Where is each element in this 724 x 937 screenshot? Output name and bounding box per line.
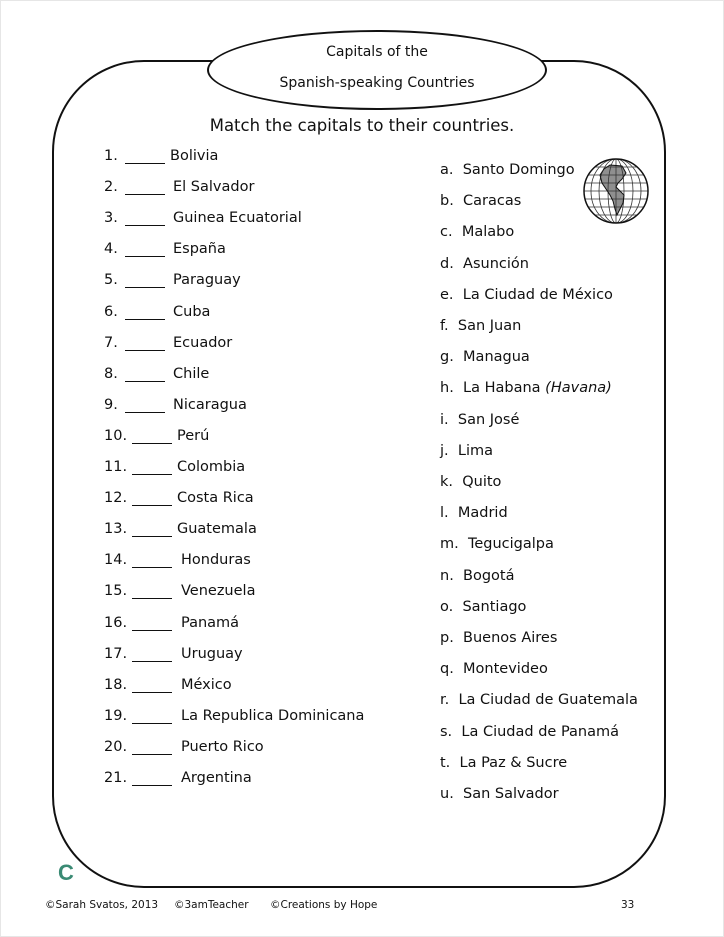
question-number: 11. — [104, 459, 128, 475]
country-name: El Salvador — [173, 179, 255, 196]
option-letter: p. — [440, 630, 454, 646]
capital-option — [440, 287, 613, 303]
question-number: 2. — [104, 179, 118, 196]
country-name: Bolivia — [170, 148, 219, 164]
capital-name: La Habana — [463, 380, 541, 397]
option-letter: g. — [440, 349, 454, 366]
country-name: Nicaragua — [173, 396, 247, 413]
capital-note: (Havana) — [545, 380, 612, 397]
answer-blank[interactable] — [125, 412, 165, 413]
capital-name: Madrid — [457, 505, 508, 522]
capital-option — [440, 786, 559, 802]
capital-name: Bogotá — [463, 567, 515, 584]
answer-blank[interactable] — [132, 692, 172, 693]
country-name: Perú — [177, 427, 210, 444]
capital-option — [440, 193, 521, 209]
answer-blank[interactable] — [125, 319, 165, 320]
instructions: Match the capitals to their countries. — [209, 116, 515, 135]
capital-option — [440, 162, 575, 178]
option-letter: i. — [440, 411, 449, 428]
country-name: Ecuador — [173, 334, 233, 351]
capital-option — [440, 724, 619, 740]
question-number: 10. — [104, 427, 128, 444]
capital-name: San Salvador — [463, 786, 559, 802]
capital-name: La Ciudad de Panamá — [461, 723, 620, 740]
option-letter: m. — [440, 536, 459, 553]
capital-option — [440, 349, 530, 365]
option-letter: o. — [440, 598, 454, 615]
country-name: Puerto Rico — [181, 738, 264, 755]
option-letter: u. — [440, 786, 454, 802]
option-letter: a. — [440, 162, 454, 178]
country-name: Chile — [173, 365, 210, 382]
country-name: Cuba — [173, 303, 211, 320]
page-number: 33 — [621, 899, 635, 911]
question-number: 5. — [104, 272, 118, 289]
capital-name: Santo Domingo — [462, 162, 575, 178]
answer-blank[interactable] — [125, 256, 165, 257]
capital-name: Quito — [462, 474, 502, 490]
capital-name: Buenos Aires — [463, 630, 558, 646]
answer-blank[interactable] — [132, 661, 172, 662]
country-name: Argentina — [181, 770, 252, 786]
option-letter: t. — [440, 754, 451, 771]
globe-icon — [582, 157, 650, 225]
answer-blank[interactable] — [125, 225, 165, 226]
country-name: España — [173, 241, 226, 258]
option-letter: n. — [440, 567, 454, 584]
option-letter: q. — [440, 661, 454, 678]
option-letter: b. — [440, 193, 454, 210]
capital-option — [440, 412, 519, 428]
title-line-2: Spanish-speaking Countries — [279, 75, 475, 91]
footer-copyright-3amteacher: ©3amTeacher — [174, 899, 249, 911]
country-name: La Republica Dominicana — [181, 707, 365, 724]
option-letter: d. — [440, 255, 454, 272]
question-number: 12. — [104, 490, 128, 507]
answer-blank[interactable] — [132, 536, 172, 537]
question-number: 6. — [104, 303, 118, 320]
capital-option — [440, 380, 612, 396]
question-number: 20. — [104, 738, 128, 755]
question-number: 15. — [104, 583, 128, 600]
question-number: 19. — [104, 707, 128, 724]
capital-option — [440, 505, 508, 521]
capital-option — [440, 568, 515, 584]
country-name: México — [181, 676, 232, 693]
answer-blank[interactable] — [125, 194, 165, 195]
question-number: 18. — [104, 676, 128, 693]
option-letter: k. — [440, 474, 454, 490]
capital-name: La Ciudad de Guatemala — [458, 692, 638, 709]
capital-name: Montevideo — [463, 661, 548, 678]
answer-blank[interactable] — [125, 287, 165, 288]
question-number: 1. — [104, 148, 118, 164]
capital-option — [440, 661, 548, 677]
country-name: Colombia — [177, 459, 246, 475]
answer-blank[interactable] — [125, 350, 165, 351]
title-line-1: Capitals of the — [326, 44, 428, 60]
capital-option — [440, 474, 501, 490]
capital-option — [440, 256, 529, 272]
capital-name: San José — [457, 411, 520, 428]
footer-copyright-author: ©Sarah Svatos, 2013 — [45, 899, 159, 911]
option-letter: e. — [440, 286, 454, 303]
capital-name: Tegucigalpa — [467, 536, 554, 553]
question-number: 13. — [104, 521, 128, 538]
capital-option — [440, 692, 638, 708]
question-number: 14. — [104, 552, 128, 569]
question-number: 3. — [104, 210, 118, 227]
capital-name: La Ciudad de México — [462, 286, 613, 303]
option-letter: f. — [440, 318, 449, 334]
country-name: Panamá — [181, 614, 240, 631]
country-name: Venezuela — [181, 583, 256, 600]
answer-blank[interactable] — [132, 754, 172, 755]
answer-blank[interactable] — [125, 163, 165, 164]
option-letter: j. — [440, 442, 449, 459]
option-letter: r. — [440, 692, 450, 709]
publisher-logo: C — [58, 860, 74, 885]
capital-name: Lima — [457, 442, 493, 459]
capital-option — [440, 630, 557, 646]
question-number: 7. — [104, 334, 118, 351]
capital-option — [440, 224, 514, 240]
capital-name: La Paz & Sucre — [459, 754, 568, 771]
answer-blank[interactable] — [132, 598, 172, 599]
question-number: 8. — [104, 365, 118, 382]
country-name: Paraguay — [173, 272, 241, 289]
answer-blank[interactable] — [132, 505, 172, 506]
answer-blank[interactable] — [125, 381, 165, 382]
question-number: 9. — [104, 396, 118, 413]
option-letter: h. — [440, 380, 454, 397]
answer-blank[interactable] — [132, 474, 172, 475]
country-name: Uruguay — [181, 645, 243, 662]
question-number: 4. — [104, 241, 118, 258]
country-name: Guinea Ecuatorial — [173, 210, 302, 227]
capital-name: Asunción — [463, 255, 529, 272]
option-letter: s. — [440, 723, 453, 740]
answer-blank[interactable] — [132, 567, 172, 568]
capital-name: Malabo — [461, 224, 515, 241]
answer-blank[interactable] — [132, 630, 172, 631]
answer-blank[interactable] — [132, 785, 172, 786]
country-name: Costa Rica — [177, 490, 254, 507]
capital-option — [440, 318, 521, 334]
title-oval — [207, 30, 547, 110]
capital-option — [440, 599, 526, 615]
capital-name: Santiago — [462, 598, 527, 615]
capital-option — [440, 755, 567, 771]
answer-blank[interactable] — [132, 723, 172, 724]
capital-name: Managua — [463, 349, 530, 366]
question-number: 17. — [104, 645, 128, 662]
question-number: 16. — [104, 614, 128, 631]
capital-option — [440, 536, 554, 552]
capital-name: Caracas — [463, 193, 522, 210]
capital-option — [440, 443, 493, 459]
option-letter: l. — [440, 505, 449, 522]
question-number: 21. — [104, 770, 128, 786]
footer-copyright-hope: ©Creations by Hope — [270, 899, 378, 911]
answer-blank[interactable] — [132, 443, 172, 444]
capital-name: San Juan — [457, 318, 522, 334]
option-letter: c. — [440, 224, 453, 241]
country-name: Honduras — [181, 552, 251, 569]
country-name: Guatemala — [177, 521, 257, 538]
